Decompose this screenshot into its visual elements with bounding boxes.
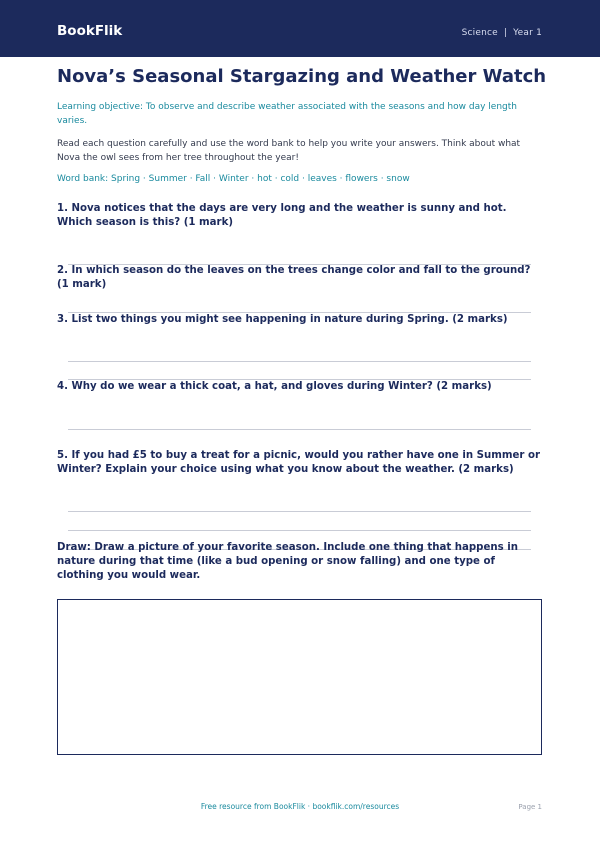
question-3: 3. List two things you might see happening in nature during Spring. (2 marks) bbox=[57, 314, 508, 325]
header-bar bbox=[0, 0, 600, 57]
answer-line[interactable] bbox=[68, 429, 531, 430]
subject-label: Science bbox=[461, 28, 498, 38]
word-bank: Word bank: Spring · Summer · Fall · Winter · hot · cold · leaves · flowers · snow bbox=[57, 174, 410, 184]
draw-task: Draw: Draw a picture of your favorite season. Include one thing that happens in nature during that time (like a bud opening or snow falling) and one type of clothing you would wear. bbox=[57, 542, 518, 581]
learning-objective: Learning objective: To observe and describe weather associated with the seasons and how day length varies. bbox=[57, 102, 517, 126]
page-number: Page 1 bbox=[518, 803, 542, 811]
subject-year-label bbox=[462, 28, 542, 38]
brand-logo[interactable]: BookFlik bbox=[57, 23, 123, 39]
question-5: 5. If you had £5 to buy a treat for a picnic, would you rather have one in Summer or Winter? Explain your choice using what you know about the weather. (2 marks) bbox=[57, 450, 540, 475]
footer-resource[interactable]: Free resource from BookFlik · bookflik.com/resources bbox=[200, 802, 400, 811]
year-label: Year 1 bbox=[513, 28, 542, 38]
question-4: 4. Why do we wear a thick coat, a hat, and gloves during Winter? (2 marks) bbox=[57, 381, 492, 392]
question-2: 2. In which season do the leaves on the trees change color and fall to the ground? (1 mark) bbox=[57, 265, 531, 290]
answer-line[interactable] bbox=[68, 511, 531, 512]
question-1: 1. Nova notices that the days are very long and the weather is sunny and hot. Which season is this? (1 mark) bbox=[57, 203, 507, 228]
worksheet-title: Nova’s Seasonal Stargazing and Weather Watch bbox=[57, 66, 547, 87]
instructions: Read each question carefully and use the word bank to help you write your answers. Think about what Nova the owl sees from her tree throughout the year! bbox=[57, 139, 521, 163]
drawing-area[interactable] bbox=[57, 599, 542, 755]
answer-line[interactable] bbox=[68, 361, 531, 362]
answer-line[interactable] bbox=[68, 530, 531, 531]
separator: | bbox=[503, 28, 508, 38]
